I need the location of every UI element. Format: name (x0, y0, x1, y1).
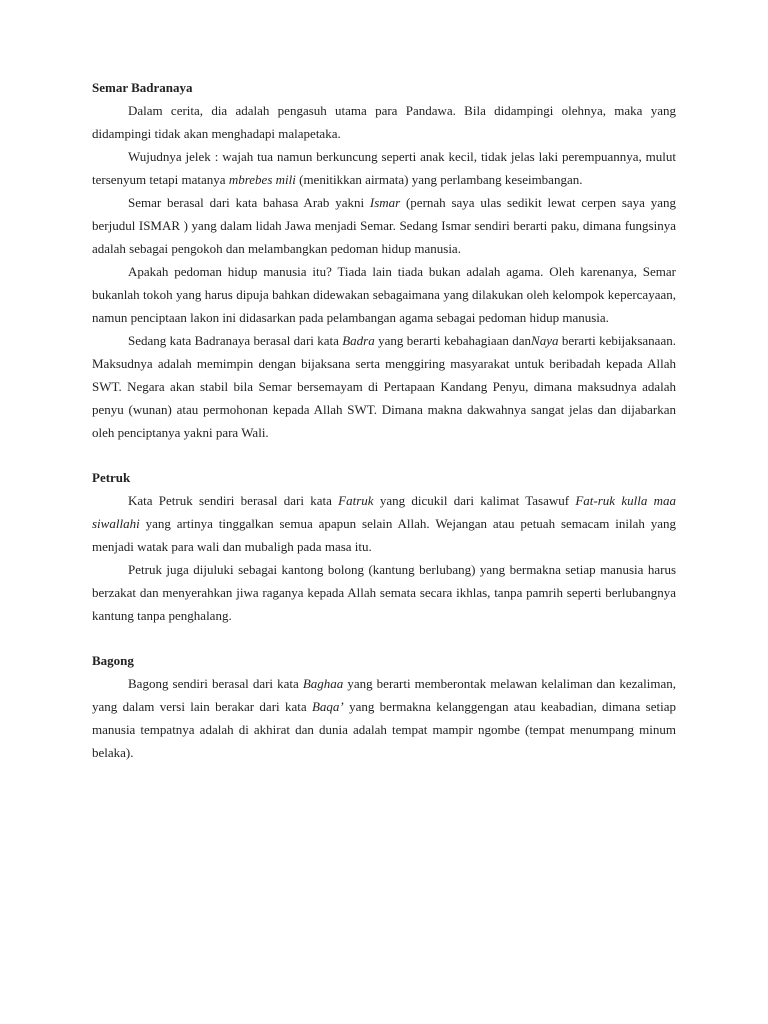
text-run: yang bermakna kelanggengan atau keabadian, dimana setiap manusia tempatnya adalah di akhirat dan dunia adalah tempat mampir ngombe (tempat menumpang minum belaka). (92, 699, 676, 760)
text-run: Kata Petruk sendiri berasal dari kata (128, 493, 339, 508)
text-run: Dalam cerita, dia adalah pengasuh utama para Pandawa. Bila didampingi olehnya, maka yang didampingi tidak akan menghadapi malapetaka. (92, 103, 676, 141)
section-heading: Petruk (92, 470, 131, 485)
text-run: yang artinya tinggalkan semua apapun selain Allah. Wejangan atau petuah semacam inilah yang menjadi watak para wali dan mubaligh pada masa itu. (92, 516, 676, 554)
text-run: berarti kebijaksanaan. Maksudnya adalah memimpin dengan bijaksana serta menggiring masyarakat untuk beribadah kepada Allah SWT. Negara akan stabil bila Semar bersemayam di Pertapaan Kandang Penyu, dimana maksudnya adalah penyu (wunan) atau permohonan kepada Allah SWT. Dimana makna dakwahnya sangat jelas dan dijabarkan oleh penciptanya yakni para Wali. (92, 333, 676, 440)
text-run: yang dicukil dari kalimat Tasawuf (373, 493, 576, 508)
paragraph (92, 191, 676, 260)
italic-text: Ismar (369, 195, 401, 210)
text-run: Petruk juga dijuluki sebagai kantong bolong (kantung berlubang) yang bermakna setiap manusia harus berzakat dan menyerahkan jiwa raganya kepada Allah semata secara ikhlas, tanpa pamrih seperti berlubangnya kantung tanpa penghalang. (92, 562, 676, 623)
paragraph (92, 329, 676, 444)
section (92, 466, 676, 627)
paragraph (92, 672, 676, 764)
paragraph (92, 99, 676, 145)
italic-text: Fatruk (338, 493, 374, 508)
text-run: (menitikkan airmata) yang perlambang keseimbangan. (295, 172, 583, 187)
italic-text: Naya (531, 333, 559, 348)
italic-text: Baghaa (302, 676, 344, 691)
text-run: yang berarti memberontak melawan kelaliman dan kezaliman, yang dalam versi lain berakar dari kata (92, 676, 677, 714)
section-heading: Bagong (92, 653, 134, 668)
paragraph (92, 558, 676, 627)
document-body (92, 76, 676, 764)
text-run: Semar berasal dari kata bahasa Arab yakni (128, 195, 370, 210)
italic-text: Baqa’ (311, 699, 344, 714)
section-heading: Semar Badranaya (92, 80, 193, 95)
paragraph (92, 489, 676, 558)
text-run: (pernah saya ulas sedikit lewat cerpen saya yang berjudul ISMAR ) yang dalam lidah Jawa menjadi Semar. Sedang Ismar sendiri berarti paku, dimana fungsinya adalah sebagai pengokoh dan melambangkan pedoman hidup manusia. (92, 195, 676, 256)
italic-text: Badra (342, 333, 375, 348)
section (92, 76, 676, 444)
italic-text: mbrebes mili (228, 172, 296, 187)
text-run: yang berarti kebahagiaan dan (374, 333, 532, 348)
text-run: Apakah pedoman hidup manusia itu? Tiada lain tiada bukan adalah agama. Oleh karenanya, Semar bukanlah tokoh yang harus dipuja bahkan didewakan sebagaimana yang dilakukan oleh kelompok kepercayaan, namun penciptaan lakon ini didasarkan pada pelambangan agama sebagai pedoman hidup manusia. (92, 264, 676, 325)
text-run: Bagong sendiri berasal dari kata (128, 676, 303, 691)
text-run: Wujudnya jelek : wajah tua namun berkuncung seperti anak kecil, tidak jelas laki perempuannya, mulut tersenyum tetapi matanya (92, 149, 676, 187)
section (92, 649, 676, 764)
italic-text: Fat-ruk kulla maa siwallahi (92, 493, 676, 531)
text-run: Sedang kata Badranaya berasal dari kata (128, 333, 343, 348)
paragraph (92, 145, 676, 191)
paragraph (92, 260, 676, 329)
